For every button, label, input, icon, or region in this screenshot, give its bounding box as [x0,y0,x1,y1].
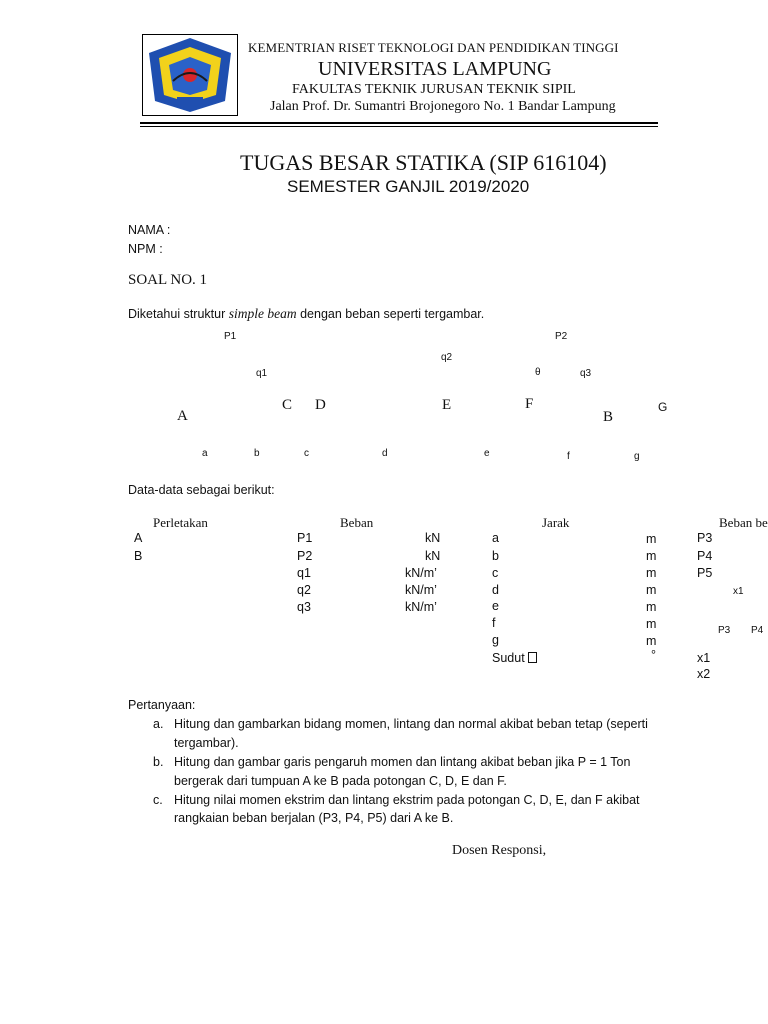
distance-name: c [492,566,499,580]
document-subtitle: SEMESTER GANJIL 2019/2020 [287,177,530,196]
distance-name: d [492,583,499,597]
load-unit: kN [425,549,441,563]
label-q3: q3 [580,368,592,379]
load-unit: kN/m’ [405,566,437,580]
label-theta: θ [535,367,541,378]
moving-load-item: P4 [697,549,713,563]
ministry-name: KEMENTRIAN RISET TEKNOLOGI DAN PENDIDIKAN TINGGI [248,40,619,55]
load-name: P2 [297,549,313,563]
load-name: q2 [297,583,311,597]
data-section-title: Data-data sebagai berikut: [128,483,275,497]
university-name: UNIVERSITAS LAMPUNG [318,58,552,80]
support-item: B [134,549,143,563]
moving-sketch-p3: P3 [718,625,731,636]
distance-unit: m [646,532,657,546]
load-name: P1 [297,531,313,545]
npm-label: NPM : [128,242,163,256]
moving-load-item: P3 [697,531,713,545]
header-rule-thin [140,126,658,127]
label-point-f: F [525,396,534,412]
distance-name: a [492,531,499,545]
moving-sketch-p4: P4 [751,625,764,636]
angle-unit: ° [651,648,656,662]
question-a-line2: tergambar). [174,736,239,750]
question-a-letter: a. [153,717,164,731]
problem-intro: Diketahui struktur simple beam dengan beban seperti tergambar. [128,306,485,321]
university-logo [142,34,238,116]
label-support-b: B [603,409,614,425]
moving-sketch-x2: x2 [697,667,711,681]
load-name: q3 [297,600,311,614]
angle-label: Sudut [492,651,537,665]
label-dist-b: b [254,448,260,459]
support-item: A [134,531,143,545]
distance-unit: m [646,600,657,614]
distance-name: e [492,599,499,613]
distance-unit: m [646,583,657,597]
load-name: q1 [297,566,311,580]
distance-unit: m [646,634,657,648]
moving-sketch-x1-top: x1 [733,586,744,597]
distance-name: f [492,616,496,630]
question-c-letter: c. [153,793,163,807]
moving-sketch-x1: x1 [697,651,711,665]
question-b-letter: b. [153,755,164,769]
load-unit: kN/m’ [405,583,437,597]
label-dist-d: d [382,448,388,459]
col-header-beban-berjalan: Beban be [719,515,768,530]
load-unit: kN [425,531,441,545]
label-p2: P2 [555,331,568,342]
distance-unit: m [646,549,657,563]
distance-name: g [492,633,499,647]
signature-label: Dosen Responsi, [452,843,547,858]
question-c-line2: rangkaian beban berjalan (P3, P4, P5) dari A ke B. [174,811,454,825]
label-q1: q1 [256,368,268,379]
question-a-line1: Hitung dan gambarkan bidang momen, lintang dan normal akibat beban tetap (seperti [174,717,648,731]
label-point-e: E [442,397,452,413]
label-dist-g: g [634,451,640,462]
missing-glyph-box [528,652,537,663]
load-unit: kN/m’ [405,600,437,614]
question-b-line1: Hitung dan gambar garis pengaruh momen dan lintang akibat beban jika P = 1 Ton [174,755,631,769]
problem-number: SOAL NO. 1 [128,272,208,288]
nama-label: NAMA : [128,223,171,237]
university-address: Jalan Prof. Dr. Sumantri Brojonegoro No. 1 Bandar Lampung [270,99,616,114]
label-q2: q2 [441,352,453,363]
label-dist-a: a [202,448,208,459]
header-rule-thick [140,122,658,124]
questions-title: Pertanyaan: [128,698,196,712]
distance-unit: m [646,566,657,580]
question-b-line2: bergerak dari tumpuan A ke B pada potongan C, D, E dan F. [174,774,507,788]
col-header-beban: Beban [340,515,374,530]
col-header-perletakan: Perletakan [153,515,208,530]
label-point-d: D [315,397,326,413]
distance-name: b [492,549,499,563]
label-point-g: G [658,400,668,414]
question-c-line1: Hitung nilai momen ekstrim dan lintang ekstrim pada potongan C, D, E, dan F akibat [174,793,640,807]
moving-load-item: P5 [697,566,713,580]
label-point-c: C [282,397,293,413]
label-dist-f: f [567,451,570,462]
label-dist-c: c [304,448,309,459]
document-title: TUGAS BESAR STATIKA (SIP 616104) [240,150,607,175]
label-support-a: A [177,408,188,424]
distance-unit: m [646,617,657,631]
faculty-name: FAKULTAS TEKNIK JURUSAN TEKNIK SIPIL [292,82,576,97]
col-header-jarak: Jarak [542,515,570,530]
label-dist-e: e [484,448,490,459]
label-p1: P1 [224,331,237,342]
